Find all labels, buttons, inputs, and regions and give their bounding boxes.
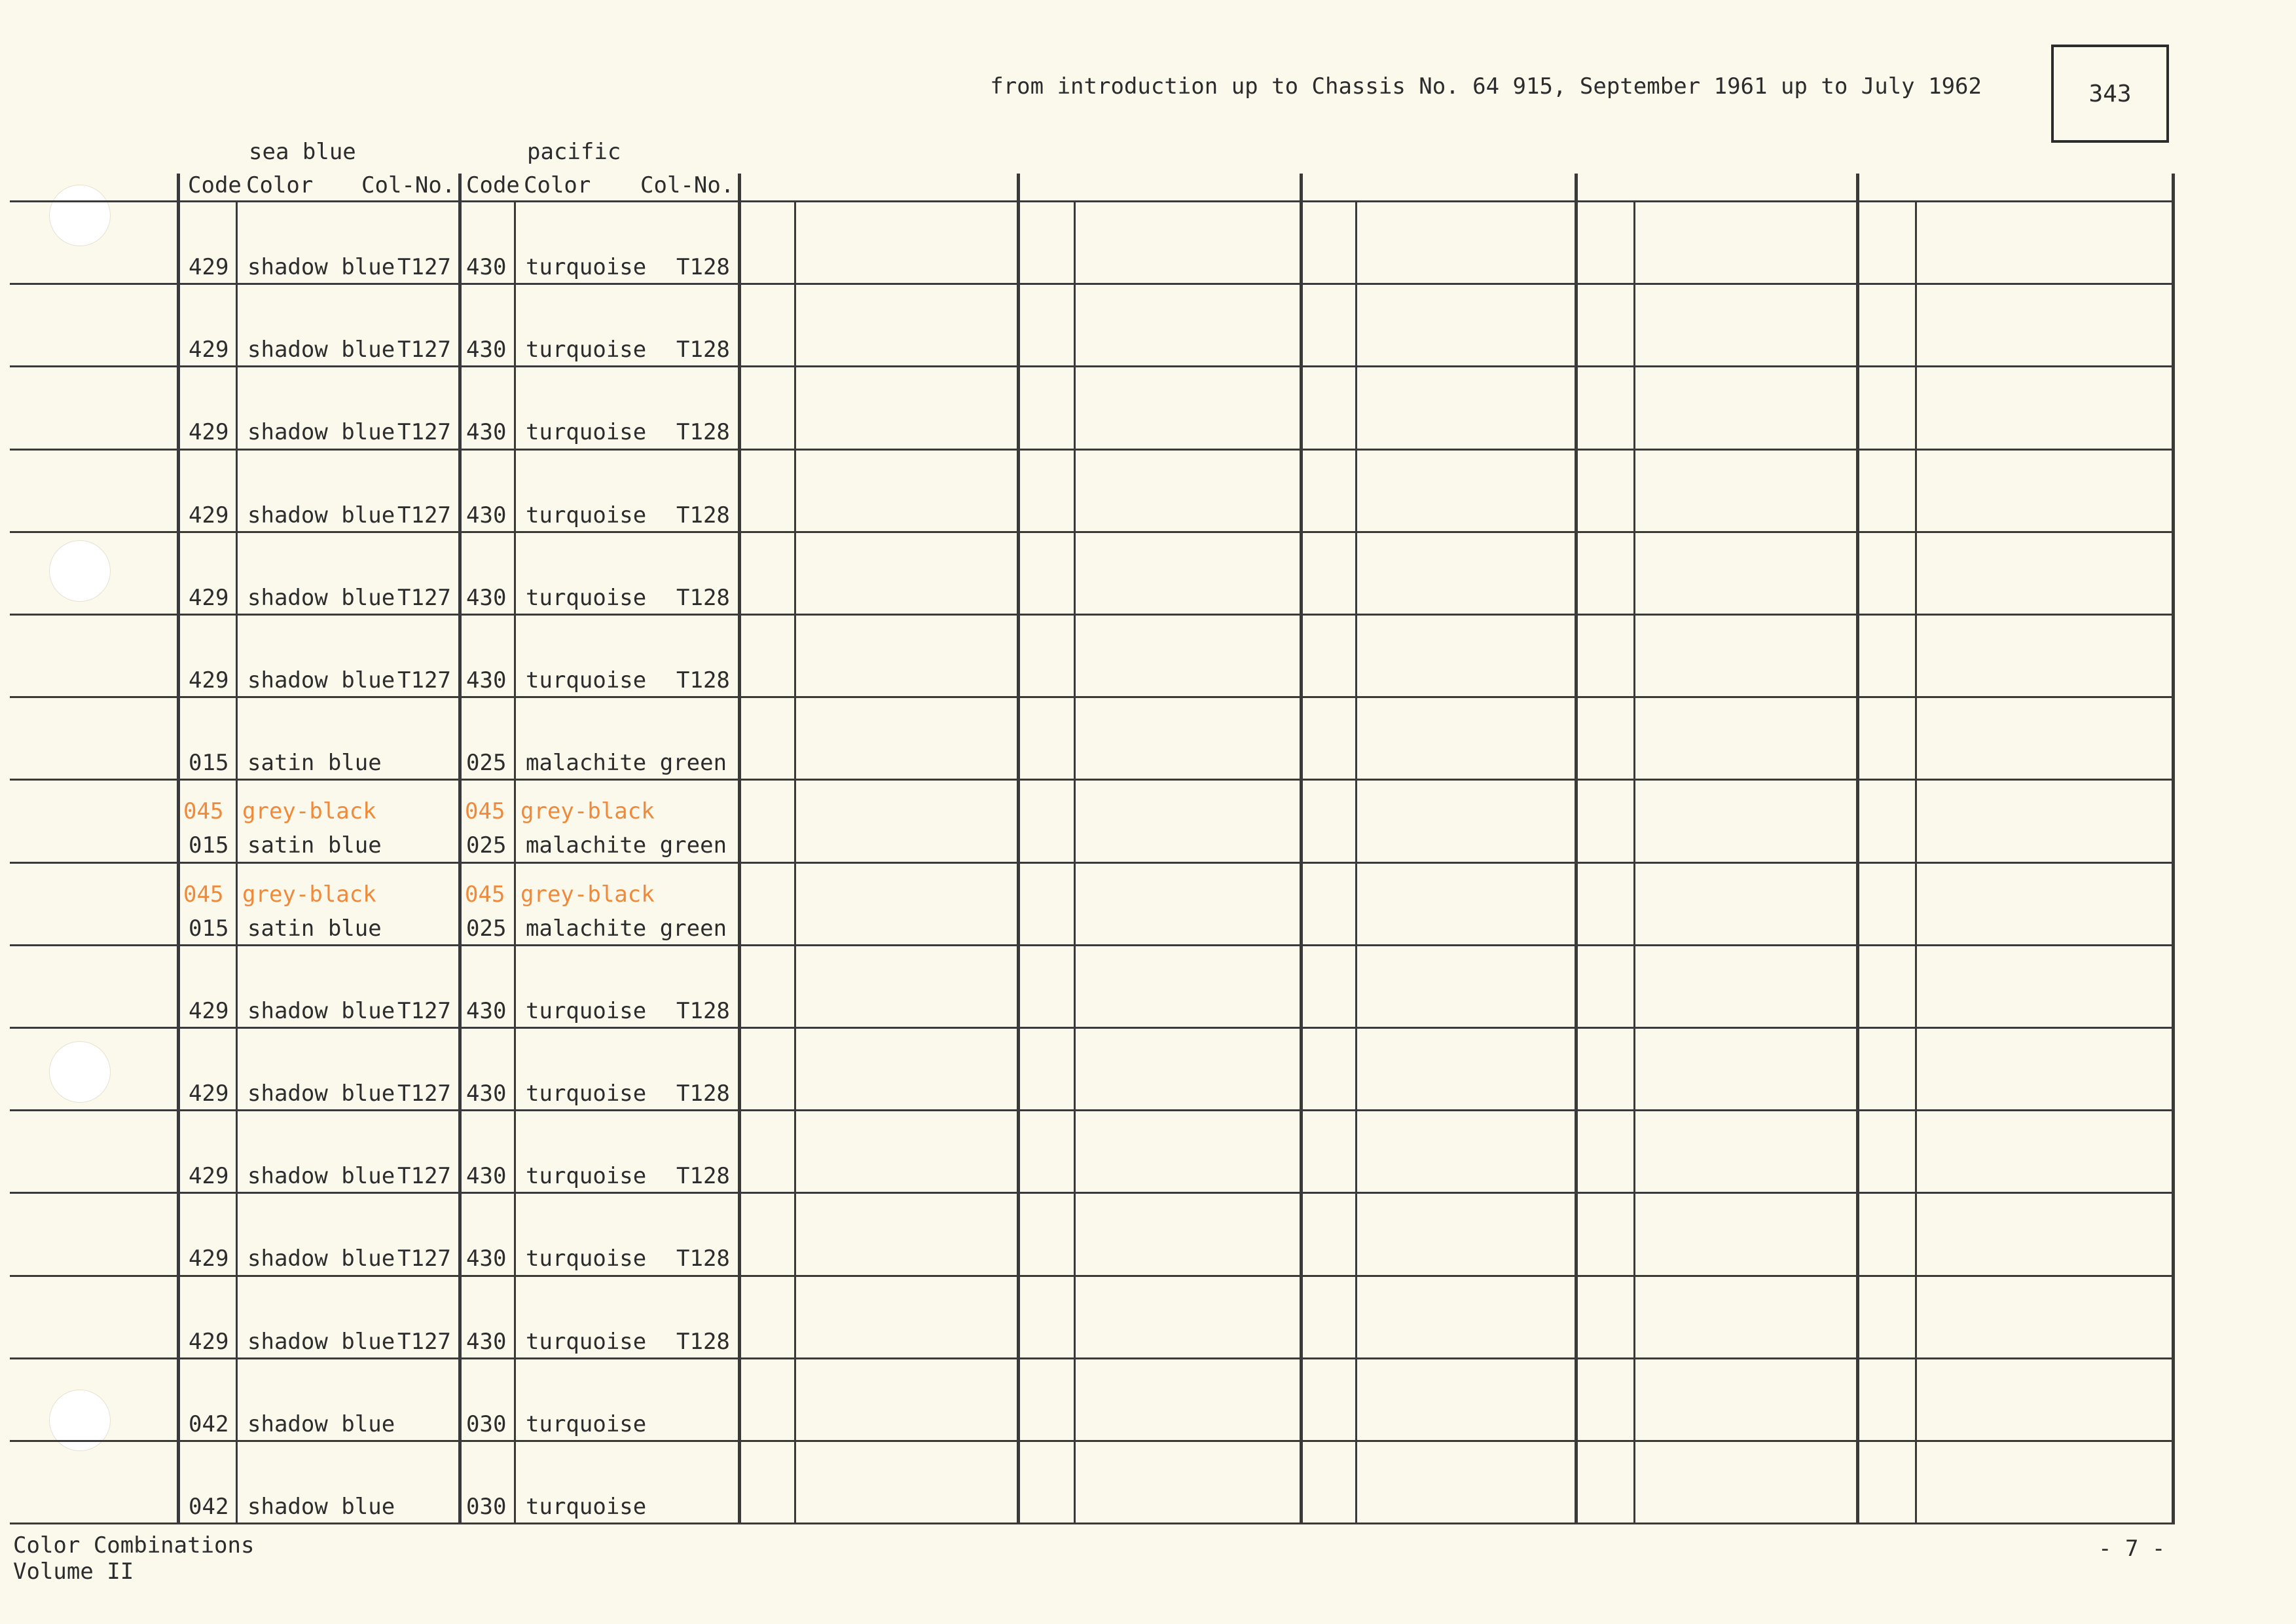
group-right-title: pacific bbox=[527, 139, 621, 165]
grid-row-line bbox=[10, 1192, 2175, 1194]
row-colno-left: T127 bbox=[397, 502, 451, 528]
grid-row-line bbox=[10, 1027, 2175, 1029]
row-color-right: turquoise bbox=[526, 1411, 647, 1437]
footer-volume: Volume II bbox=[13, 1559, 134, 1585]
row-color-right: malachite green bbox=[526, 915, 727, 942]
grid-column-line bbox=[236, 200, 238, 1524]
row-code-right: 430 bbox=[466, 502, 507, 528]
row-colno-right: T128 bbox=[676, 584, 730, 611]
grid-row-line bbox=[10, 1109, 2175, 1111]
grid-column-line bbox=[1915, 200, 1917, 1524]
row-colno-left: T127 bbox=[397, 337, 451, 363]
row-code-left: 015 bbox=[189, 832, 229, 859]
row-top-color-left: grey-black bbox=[242, 881, 376, 908]
row-color-left: shadow blue bbox=[247, 337, 395, 363]
row-color-right: turquoise bbox=[526, 667, 647, 693]
row-code-right: 030 bbox=[466, 1494, 507, 1520]
row-color-left: shadow blue bbox=[247, 1246, 395, 1272]
row-color-right: turquoise bbox=[526, 502, 647, 528]
row-code-right: 430 bbox=[466, 1246, 507, 1272]
row-color-right: turquoise bbox=[526, 337, 647, 363]
grid-row-line bbox=[10, 779, 2175, 781]
row-code-right: 025 bbox=[466, 750, 507, 777]
row-code-left: 429 bbox=[189, 667, 229, 693]
row-code-right: 430 bbox=[466, 1328, 507, 1355]
grid-column-line bbox=[794, 200, 796, 1524]
row-color-left: shadow blue bbox=[247, 584, 395, 611]
row-color-left: shadow blue bbox=[247, 419, 395, 446]
row-top-color-right: grey-black bbox=[520, 798, 655, 825]
grid-row-line bbox=[10, 1275, 2175, 1277]
row-code-left: 015 bbox=[189, 750, 229, 777]
row-color-left: shadow blue bbox=[247, 1494, 395, 1520]
row-code-right: 025 bbox=[466, 832, 507, 859]
footer bbox=[13, 1532, 254, 1585]
header-range: from introduction up to Chassis No. 64 915, September 1961 up to July 1962 bbox=[990, 73, 1982, 100]
grid-row-line bbox=[10, 614, 2175, 616]
row-color-right: turquoise bbox=[526, 419, 647, 446]
row-colno-right: T128 bbox=[676, 337, 730, 363]
col-header-color-left: Color bbox=[246, 172, 314, 198]
row-color-right: turquoise bbox=[526, 1080, 647, 1107]
row-color-right: turquoise bbox=[526, 997, 647, 1024]
grid-row-line bbox=[10, 1522, 2175, 1524]
col-header-colno-right: Col-No. bbox=[640, 172, 735, 198]
row-code-left: 429 bbox=[189, 254, 229, 280]
row-code-right: 430 bbox=[466, 337, 507, 363]
grid-column-line bbox=[1355, 200, 1357, 1524]
row-code-right: 430 bbox=[466, 667, 507, 693]
row-colno-right: T128 bbox=[676, 502, 730, 528]
row-color-left: shadow blue bbox=[247, 997, 395, 1024]
grid-column-line bbox=[1017, 174, 1020, 1524]
grid-row-line bbox=[10, 365, 2175, 367]
row-colno-right: T128 bbox=[676, 667, 730, 693]
grid-row-line bbox=[10, 449, 2175, 451]
row-color-left: shadow blue bbox=[247, 502, 395, 528]
row-code-left: 429 bbox=[189, 1080, 229, 1107]
page-number-top: 343 bbox=[2088, 80, 2132, 107]
row-code-left: 015 bbox=[189, 915, 229, 942]
row-colno-right: T128 bbox=[676, 1328, 730, 1355]
row-color-right: turquoise bbox=[526, 1328, 647, 1355]
row-color-left: satin blue bbox=[247, 915, 382, 942]
row-color-left: satin blue bbox=[247, 750, 382, 777]
row-code-left: 429 bbox=[189, 337, 229, 363]
row-color-left: shadow blue bbox=[247, 1328, 395, 1355]
row-code-left: 429 bbox=[189, 1163, 229, 1190]
row-code-left: 042 bbox=[189, 1494, 229, 1520]
row-colno-left: T127 bbox=[397, 1080, 451, 1107]
row-colno-left: T127 bbox=[397, 584, 451, 611]
row-code-right: 430 bbox=[466, 419, 507, 446]
row-code-left: 429 bbox=[189, 997, 229, 1024]
row-code-right: 430 bbox=[466, 1080, 507, 1107]
row-color-right: turquoise bbox=[526, 584, 647, 611]
grid-column-line bbox=[738, 174, 741, 1524]
row-code-right: 030 bbox=[466, 1411, 507, 1437]
grid-column-line bbox=[1575, 174, 1578, 1524]
grid-row-line bbox=[10, 1357, 2175, 1359]
col-header-code-right: Code bbox=[466, 172, 520, 198]
grid-column-line bbox=[177, 174, 180, 1524]
row-code-right: 430 bbox=[466, 254, 507, 280]
col-header-code-left: Code bbox=[188, 172, 242, 198]
grid-row-line bbox=[10, 862, 2175, 864]
row-code-left: 429 bbox=[189, 419, 229, 446]
footer-title: Color Combinations bbox=[13, 1532, 255, 1559]
row-code-right: 025 bbox=[466, 915, 507, 942]
row-color-right: turquoise bbox=[526, 1494, 647, 1520]
grid-row-line bbox=[10, 944, 2175, 946]
row-code-right: 430 bbox=[466, 1163, 507, 1190]
row-code-right: 430 bbox=[466, 584, 507, 611]
row-color-left: shadow blue bbox=[247, 1163, 395, 1190]
row-colno-left: T127 bbox=[397, 997, 451, 1024]
group-left-title: sea blue bbox=[249, 139, 356, 165]
row-color-right: malachite green bbox=[526, 750, 727, 777]
grid-row-line bbox=[10, 200, 2175, 202]
row-color-left: satin blue bbox=[247, 832, 382, 859]
col-header-color-right: Color bbox=[524, 172, 591, 198]
row-color-left: shadow blue bbox=[247, 1080, 395, 1107]
row-top-color-left: grey-black bbox=[242, 798, 376, 825]
row-colno-right: T128 bbox=[676, 1163, 730, 1190]
row-top-code-left: 045 bbox=[183, 798, 224, 825]
grid-row-line bbox=[10, 1440, 2175, 1442]
row-color-left: shadow blue bbox=[247, 1411, 395, 1437]
row-colno-right: T128 bbox=[676, 1246, 730, 1272]
row-colno-left: T127 bbox=[397, 254, 451, 280]
row-colno-right: T128 bbox=[676, 419, 730, 446]
grid-column-line bbox=[2172, 174, 2175, 1524]
row-color-right: malachite green bbox=[526, 832, 727, 859]
row-top-code-left: 045 bbox=[183, 881, 224, 908]
grid-row-line bbox=[10, 696, 2175, 698]
row-color-left: shadow blue bbox=[247, 667, 395, 693]
row-code-left: 429 bbox=[189, 1328, 229, 1355]
row-top-code-right: 045 bbox=[465, 798, 505, 825]
grid-column-line bbox=[1300, 174, 1303, 1524]
row-code-left: 429 bbox=[189, 1246, 229, 1272]
row-color-left: shadow blue bbox=[247, 254, 395, 280]
grid-column-line bbox=[458, 174, 462, 1524]
row-colno-right: T128 bbox=[676, 997, 730, 1024]
page-number-bottom: - 7 - bbox=[2098, 1536, 2166, 1562]
grid-column-line bbox=[1074, 200, 1076, 1524]
row-colno-left: T127 bbox=[397, 667, 451, 693]
row-colno-right: T128 bbox=[676, 1080, 730, 1107]
row-top-code-right: 045 bbox=[465, 881, 505, 908]
binder-hole-1 bbox=[49, 185, 111, 246]
row-color-right: turquoise bbox=[526, 1163, 647, 1190]
col-header-colno-left: Col-No. bbox=[361, 172, 456, 198]
grid-column-line bbox=[1633, 200, 1635, 1524]
binder-hole-2 bbox=[49, 540, 111, 602]
grid-row-line bbox=[10, 531, 2175, 533]
grid-column-line bbox=[514, 200, 516, 1524]
grid-row-line bbox=[10, 283, 2175, 285]
row-code-right: 430 bbox=[466, 997, 507, 1024]
binder-hole-3 bbox=[49, 1041, 111, 1103]
row-colno-left: T127 bbox=[397, 1328, 451, 1355]
grid-column-line bbox=[1856, 174, 1859, 1524]
page-box bbox=[2051, 45, 2169, 143]
row-colno-right: T128 bbox=[676, 254, 730, 280]
row-colno-left: T127 bbox=[397, 419, 451, 446]
row-colno-left: T127 bbox=[397, 1163, 451, 1190]
row-colno-left: T127 bbox=[397, 1246, 451, 1272]
row-code-left: 042 bbox=[189, 1411, 229, 1437]
row-code-left: 429 bbox=[189, 502, 229, 528]
row-color-right: turquoise bbox=[526, 1246, 647, 1272]
row-color-right: turquoise bbox=[526, 254, 647, 280]
row-code-left: 429 bbox=[189, 584, 229, 611]
row-top-color-right: grey-black bbox=[520, 881, 655, 908]
